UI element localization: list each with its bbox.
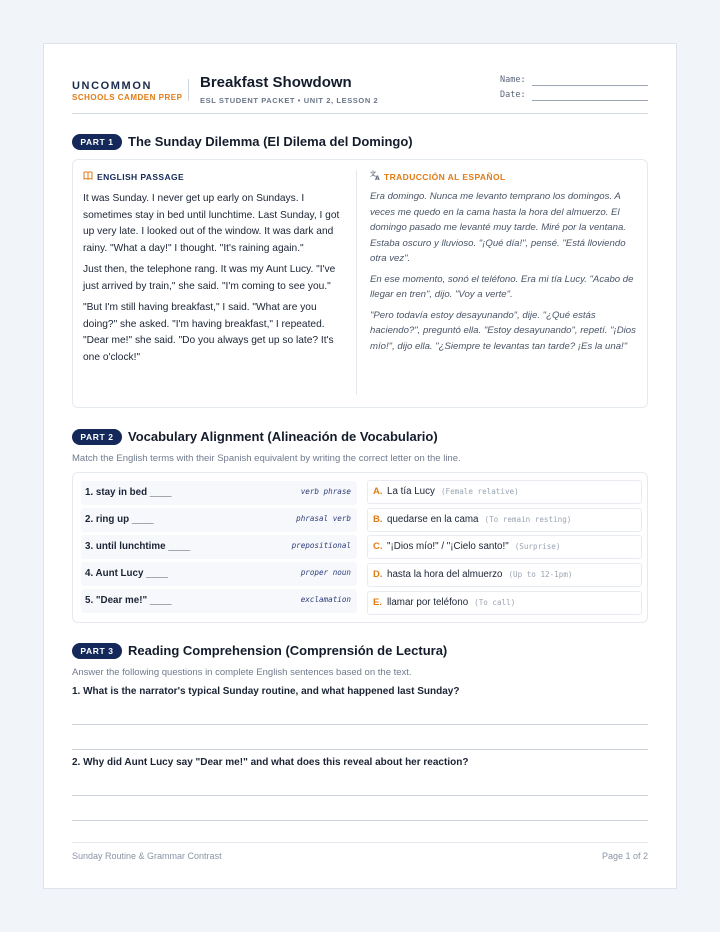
- translate-icon: [370, 170, 382, 185]
- answer-line[interactable]: [72, 724, 648, 725]
- spanish-translation: [370, 170, 640, 359]
- definition-letter: D.: [373, 569, 383, 580]
- term-text[interactable]: 3. until lunchtime ____: [85, 541, 191, 552]
- definition-note: (Surprise): [514, 542, 561, 551]
- english-paragraph: "But I'm still having breakfast," I said. "What are you doing?" she asked. "I'm having breakfast," I repeated. "Dear me!" she said. "Do you always get up so late? It's one o'clock!": [83, 302, 334, 363]
- definition-letter: A.: [373, 486, 383, 497]
- term-item: [81, 589, 357, 613]
- footer-topic: Sunday Routine & Grammar Contrast: [72, 851, 222, 861]
- term-item: [81, 508, 357, 532]
- definition-text: "¡Dios mío!" / "¡Cielo santo!": [387, 541, 509, 552]
- part2-title: Vocabulary Alignment (Alineación de Vocabulario): [128, 429, 438, 444]
- definition-note: (To call): [474, 598, 516, 607]
- term-text[interactable]: 1. stay in bed ____: [85, 487, 172, 498]
- book-icon: [83, 171, 95, 185]
- term-text[interactable]: 2. ring up ____: [85, 514, 154, 525]
- brand-campus: SCHOOLS CAMDEN PREP: [72, 93, 183, 102]
- definition-item: [367, 508, 642, 532]
- definition-letter: C.: [373, 541, 383, 552]
- name-field[interactable]: [532, 85, 648, 86]
- definition-text: llamar por teléfono: [387, 597, 469, 608]
- page-header: [72, 74, 648, 114]
- term-part-of-speech: prepositional: [291, 541, 351, 550]
- passage-card: [72, 159, 648, 408]
- answer-line[interactable]: [72, 820, 648, 821]
- english-passage: [83, 170, 345, 371]
- answer-line[interactable]: [72, 795, 648, 796]
- date-field[interactable]: [532, 100, 648, 101]
- english-paragraph: Just then, the telephone rang. It was my Aunt Lucy. "I've just arrived by train," she said. "I'm coming to see you.": [83, 264, 336, 292]
- term-text[interactable]: 5. "Dear me!" ____: [85, 595, 172, 606]
- term-part-of-speech: phrasal verb: [296, 514, 351, 523]
- part2-badge: PART 2: [72, 429, 122, 445]
- part3-badge: PART 3: [72, 643, 122, 659]
- term-part-of-speech: proper noun: [300, 568, 351, 577]
- definition-note: (To remain resting): [484, 515, 572, 524]
- page-subtitle: ESL STUDENT PACKET • UNIT 2, LESSON 2: [200, 96, 379, 105]
- part3-title: Reading Comprehension (Comprensión de Lectura): [128, 643, 448, 658]
- page-number: Page 1 of 2: [601, 851, 648, 861]
- part1-badge: PART 1: [72, 134, 122, 150]
- school-logo: [72, 80, 182, 103]
- definition-item: [367, 563, 642, 587]
- worksheet-page: [43, 43, 677, 889]
- definition-letter: B.: [373, 514, 383, 525]
- part1-header: [72, 133, 648, 151]
- term-item: [81, 535, 357, 559]
- part1-title: The Sunday Dilemma (El Dilema del Domingo): [128, 134, 413, 149]
- definition-text: quedarse en la cama: [387, 514, 479, 525]
- english-paragraph: It was Sunday. I never get up early on Sundays. I sometimes stay in bed until lunchtime. Last Sunday, I got up very late. I looked out of the window. It was dark and rainy. "What a day!" I thought. "It's raining again.": [83, 193, 340, 254]
- definition-letter: E.: [373, 597, 382, 608]
- question-2: 2. Why did Aunt Lucy say "Dear me!" and what does this reveal about her reaction?: [72, 757, 469, 768]
- answer-line[interactable]: [72, 749, 648, 750]
- definition-item: [367, 535, 642, 559]
- english-heading: ENGLISH PASSAGE: [97, 172, 185, 182]
- spanish-paragraph: "Pero todavía estoy desayunando", dije. "¿Qué estás haciendo?", preguntó ella. "Estoy desayunando", repetí. "¡Dios mío!", dijo ella. "¿Siempre te levantas tan tarde? ¡Es la una!": [370, 309, 636, 352]
- spanish-heading: TRADUCCIÓN AL ESPAÑOL: [384, 172, 506, 182]
- page-title: Breakfast Showdown: [200, 74, 352, 91]
- name-label: Name:: [500, 75, 526, 85]
- definition-note: (Female relative): [440, 487, 519, 496]
- term-item: [81, 481, 357, 505]
- part2-instructions: Match the English terms with their Spanish equivalent by writing the correct letter on the line.: [72, 453, 461, 464]
- term-text[interactable]: 4. Aunt Lucy ____: [85, 568, 168, 579]
- term-part-of-speech: exclamation: [300, 595, 351, 604]
- date-label: Date:: [500, 90, 526, 100]
- term-part-of-speech: verb phrase: [300, 487, 351, 496]
- spanish-paragraph: Era domingo. Nunca me levanto temprano los domingos. A veces me quedo en la cama hasta la hora del almuerzo. El domingo pasado me levanté muy tarde. Miré por la ventana. Estaba oscuro y lluvioso. "¡Qué día!", pensé. "Está lloviendo otra vez".: [370, 191, 626, 264]
- part2-header: [72, 428, 648, 446]
- term-item: [81, 562, 357, 586]
- question-1: 1. What is the narrator's typical Sunday routine, and what happened last Sunday?: [72, 686, 460, 697]
- definition-text: La tía Lucy: [387, 486, 435, 497]
- page-footer: [72, 842, 648, 868]
- spanish-paragraph: En ese momento, sonó el teléfono. Era mi tía Lucy. "Acabo de llegar en tren", dijo. "Voy a verte".: [370, 273, 634, 300]
- vocabulary-matching: [72, 472, 648, 623]
- part3-header: [72, 642, 648, 660]
- column-divider: [356, 170, 357, 395]
- definition-item: [367, 480, 642, 504]
- definition-text: hasta la hora del almuerzo: [387, 569, 503, 580]
- part3-instructions: Answer the following questions in complete English sentences based on the text.: [72, 667, 412, 678]
- svg-text:A: A: [375, 175, 381, 180]
- svg-text:文: 文: [370, 171, 377, 178]
- definition-item: [367, 591, 642, 615]
- student-info: [500, 75, 648, 105]
- header-divider: [188, 79, 189, 101]
- brand-name: UNCOMMON: [72, 80, 153, 92]
- definition-note: (Up to 12-1pm): [508, 570, 573, 579]
